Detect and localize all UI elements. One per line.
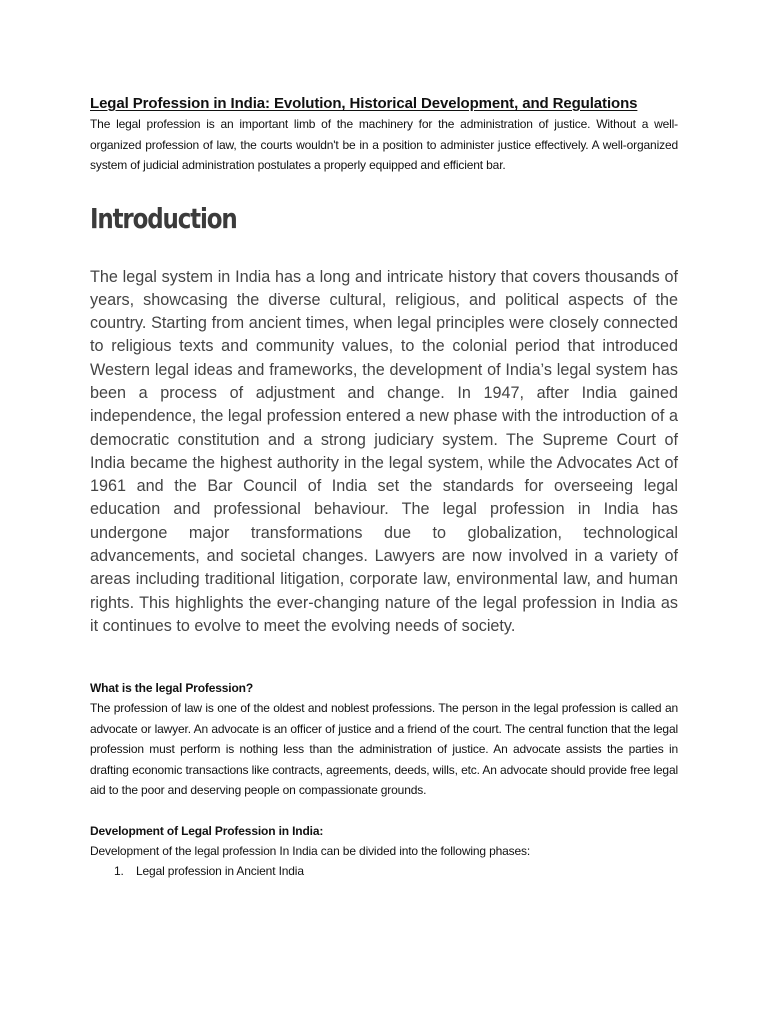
- list-item: [90, 861, 678, 881]
- introduction-body: The legal system in India has a long and intricate history that covers thousands of years, showcasing the diverse cultural, religious, and political aspects of the country. Starting from ancient times, when legal principles were closely connected to religious texts and community values, to the colonial period that introduced Western legal ideas and frameworks, the development of India’s legal system has been a process of adjustment and change. In 1947, after India gained independence, the legal profession entered a new phase with the introduction of a democratic constitution and a strong judiciary system. The Supreme Court of India became the highest authority in the legal system, while the Advocates Act of 1961 and the Bar Council of India set the standards for overseeing legal education and professional behaviour. The legal profession in India has undergone major transformations due to globalization, technological advancements, and societal changes. Lawyers are now involved in a variety of areas including traditional litigation, corporate law, environmental law, and human rights. This highlights the ever-changing nature of the legal profession in India as it continues to evolve to meet the evolving needs of society.: [90, 267, 678, 635]
- phases-list: [90, 861, 678, 881]
- document-page: [90, 94, 678, 881]
- development-heading: Development of Legal Profession in India:: [90, 823, 324, 838]
- document-title: Legal Profession in India: Evolution, Historical Development, and Regulations: [90, 95, 638, 112]
- development-intro: Development of the legal profession In India can be divided into the following phases:: [90, 843, 531, 858]
- lead-paragraph: The legal profession is an important limb of the machinery for the administration of justice. Without a well-organized profession of law, the courts wouldn't be in a position to administer justice effectively. A well-organized system of judicial administration postulates a properly equipped and efficient bar.: [90, 117, 678, 172]
- what-is-heading: What is the legal Profession?: [90, 681, 254, 696]
- introduction-heading: Introduction: [90, 201, 237, 235]
- what-is-body: The profession of law is one of the oldest and noblest professions. The person in the legal profession is called an advocate or lawyer. An advocate is an officer of justice and a friend of the court. The central function that the legal profession must perform is nothing less than the administration of justice. An advocate assists the parties in drafting economic transactions like contracts, agreements, deeds, wills, etc. An advocate should provide free legal aid to the poor and deserving people on compassionate grounds.: [90, 701, 678, 798]
- list-item-label: Legal profession in Ancient India: [136, 864, 304, 879]
- list-item-number: 1.: [114, 864, 124, 879]
